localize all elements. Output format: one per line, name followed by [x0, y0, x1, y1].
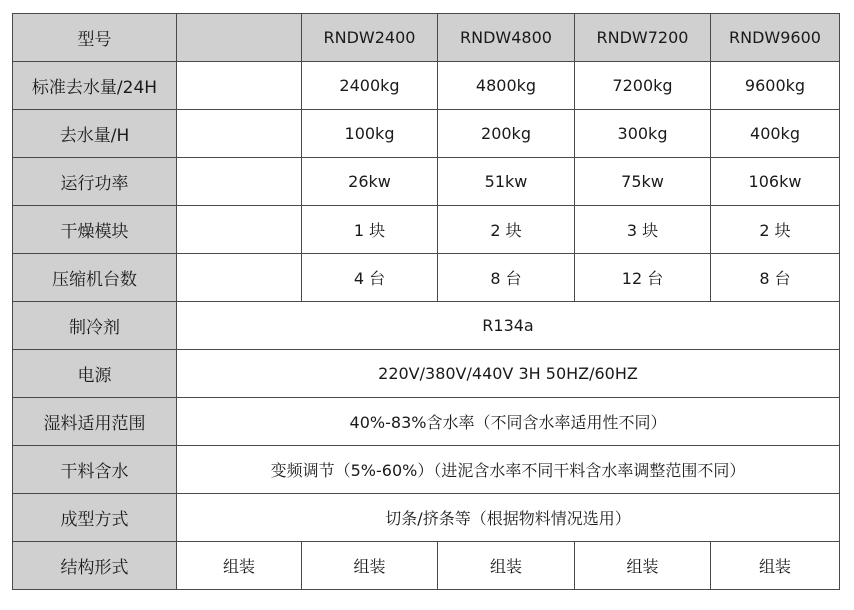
table-row-structure	[13, 542, 840, 590]
blank-cell	[177, 206, 302, 254]
table-row-wet-material	[13, 398, 840, 446]
value-cell: 400kg	[711, 110, 840, 158]
row-label: 电源	[13, 350, 177, 398]
row-label: 干燥模块	[13, 206, 177, 254]
table-row-forming	[13, 494, 840, 542]
table-row-drying-module	[13, 206, 840, 254]
value-cell: 组装	[302, 542, 438, 590]
value-cell: 75kw	[575, 158, 711, 206]
merged-value-cell: 40%-83%含水率（不同含水率适用性不同）	[177, 398, 840, 446]
table-row-std-removal	[13, 62, 840, 110]
value-cell: 100kg	[302, 110, 438, 158]
value-cell: 组装	[177, 542, 302, 590]
blank-cell	[177, 158, 302, 206]
row-label: 压缩机台数	[13, 254, 177, 302]
table-row-removal-per-hour	[13, 110, 840, 158]
value-cell: 组装	[711, 542, 840, 590]
value-cell: 组装	[438, 542, 575, 590]
table-row-dry-material	[13, 446, 840, 494]
value-cell: 26kw	[302, 158, 438, 206]
value-cell: 4 台	[302, 254, 438, 302]
value-cell: 3 块	[575, 206, 711, 254]
model-cell: RNDW9600	[711, 14, 840, 62]
table-row-power	[13, 158, 840, 206]
merged-value-cell: 220V/380V/440V 3H 50HZ/60HZ	[177, 350, 840, 398]
value-cell: 2400kg	[302, 62, 438, 110]
table-row-compressors	[13, 254, 840, 302]
row-label: 运行功率	[13, 158, 177, 206]
value-cell: 200kg	[438, 110, 575, 158]
value-cell: 9600kg	[711, 62, 840, 110]
merged-value-cell: 变频调节（5%-60%）（进泥含水率不同干料含水率调整范围不同）	[177, 446, 840, 494]
row-label: 标准去水量/24H	[13, 62, 177, 110]
row-label: 湿料适用范围	[13, 398, 177, 446]
value-cell: 12 台	[575, 254, 711, 302]
row-label: 干料含水	[13, 446, 177, 494]
row-label: 去水量/H	[13, 110, 177, 158]
row-label: 成型方式	[13, 494, 177, 542]
model-cell: RNDW2400	[302, 14, 438, 62]
row-label-model: 型号	[13, 14, 177, 62]
value-cell: 2 块	[438, 206, 575, 254]
value-cell: 1 块	[302, 206, 438, 254]
value-cell: 7200kg	[575, 62, 711, 110]
row-label: 制冷剂	[13, 302, 177, 350]
blank-cell	[177, 110, 302, 158]
table-row-model	[13, 14, 840, 62]
value-cell: 8 台	[711, 254, 840, 302]
value-cell: 106kw	[711, 158, 840, 206]
model-cell: RNDW4800	[438, 14, 575, 62]
value-cell: 2 块	[711, 206, 840, 254]
value-cell: 8 台	[438, 254, 575, 302]
value-cell: 51kw	[438, 158, 575, 206]
merged-value-cell: 切条/挤条等（根据物料情况选用）	[177, 494, 840, 542]
value-cell: 4800kg	[438, 62, 575, 110]
blank-cell	[177, 254, 302, 302]
spec-table	[12, 13, 840, 590]
model-cell: RNDW7200	[575, 14, 711, 62]
merged-value-cell: R134a	[177, 302, 840, 350]
value-cell: 300kg	[575, 110, 711, 158]
table-row-refrigerant	[13, 302, 840, 350]
row-label: 结构形式	[13, 542, 177, 590]
blank-cell	[177, 62, 302, 110]
value-cell: 组装	[575, 542, 711, 590]
table-row-power-supply	[13, 350, 840, 398]
header-blank-cell	[177, 14, 302, 62]
